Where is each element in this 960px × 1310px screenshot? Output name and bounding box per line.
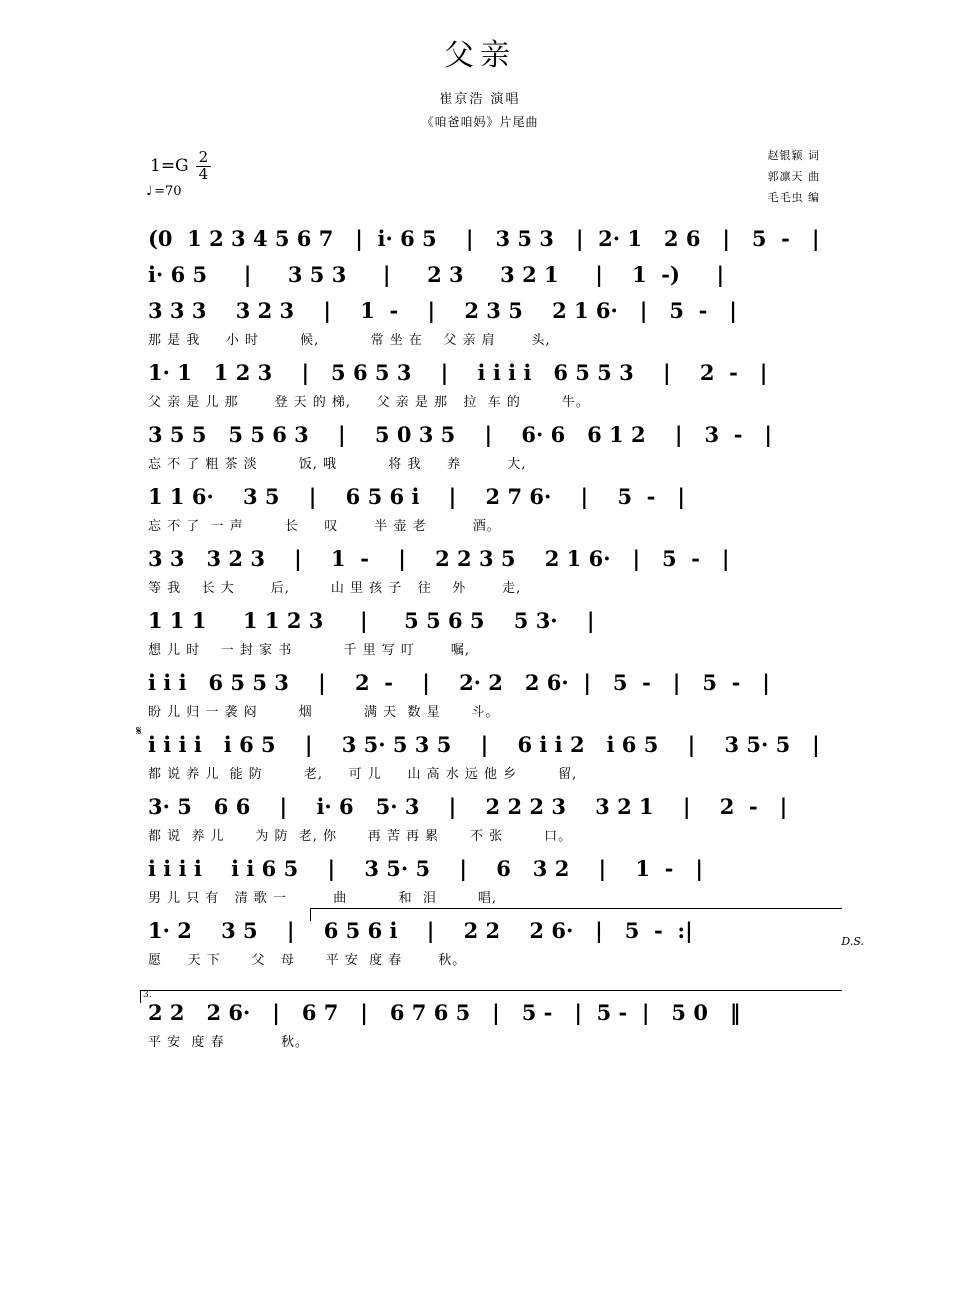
lyrics-row: 忘 不 了 一 声 长 叹 半 壶 老 酒。 xyxy=(148,519,501,534)
lyrics-row: 等 我 长 大 后, 山 里 孩 子 往 外 走, xyxy=(148,581,522,596)
music-line-2 xyxy=(0,258,960,292)
notation-row: i· 6 5 | 3 5 3 | 2 3 3 2 1 | 1 -) | xyxy=(148,262,725,287)
music-line-11 xyxy=(0,790,960,850)
notation-row: 3· 5 6 6 | i· 6 5· 3 | 2 2 2 3 3 2 1 | 2 - | xyxy=(148,794,788,819)
lyrics-row: 盼 儿 归 一 袭 闷 烟 满 天 数 星 斗。 xyxy=(148,705,500,720)
music-line-4 xyxy=(0,356,960,416)
notation-row: 3 3 3 3 2 3 | 1 - | 2 3 5 2 1 6· | 5 - | xyxy=(148,298,737,323)
lyrics-row: 想 儿 时 一 封 家 书 千 里 写 叮 嘱, xyxy=(148,643,470,658)
tempo-marking xyxy=(146,184,182,199)
score-metadata xyxy=(0,146,960,220)
music-line-12 xyxy=(0,852,960,912)
notation-row: 1 1 6· 3 5 | 6 5 6 i | 2 7 6· | 5 - | xyxy=(148,484,685,509)
notation-row: 1· 1 1 2 3 | 5 6 5 3 | i i i i 6 5 5 3 | 2 - | xyxy=(148,360,768,385)
key-signature-text: 1=G xyxy=(150,156,189,177)
lyrics-row: 愿 天 下 父 母 平 安 度 春 秋。 xyxy=(148,953,467,968)
notation-row: 1· 2 3 5 | 6 5 6 i | 2 2 2 6· | 5 - :| xyxy=(148,918,693,943)
notation-row: 2 2 2 6· | 6 7 | 6 7 6 5 | 5 - | 5 - | 5 0 ‖ xyxy=(148,1000,741,1025)
ending-number-label: 3. xyxy=(143,990,152,1000)
credit-lyricist: 赵银颖 词 xyxy=(767,149,820,162)
music-line-14 xyxy=(0,990,960,1056)
performer-line: 崔京浩 演唱 xyxy=(439,92,521,107)
second-ending-bracket xyxy=(140,990,842,1003)
music-line-7 xyxy=(0,542,960,602)
time-signature-denominator: 4 xyxy=(198,164,209,183)
lyrics-row: 男 儿 只 有 清 歌 一 曲 和 泪 唱, xyxy=(148,891,498,906)
music-line-10 xyxy=(0,724,960,788)
credit-arranger: 毛毛虫 编 xyxy=(767,190,820,204)
lyrics-row: 忘 不 了 粗 茶 淡 饭, 哦 将 我 养 大, xyxy=(148,457,527,472)
source-line: 《咱爸咱妈》片尾曲 xyxy=(421,115,539,129)
notation-row: 3 5 5 5 5 6 3 | 5 0 3 5 | 6· 6 6 1 2 | 3 - | xyxy=(148,422,772,447)
music-line-6 xyxy=(0,480,960,540)
page-footer-space xyxy=(0,1058,960,1098)
music-line-1 xyxy=(0,222,960,256)
notation-row: 1 1 1 1 1 2 3 | 5 5 6 5 5 3· | xyxy=(148,608,595,633)
lyrics-row: 父 亲 是 儿 那 登 天 的 梯, 父 亲 是 那 拉 车 的 牛。 xyxy=(148,395,590,410)
lyrics-row: 那 是 我 小 时 候, 常 坐 在 父 亲 肩 头, xyxy=(148,333,551,348)
tempo-note-icon: ♩ xyxy=(146,184,153,199)
segno-icon: 𝄋 xyxy=(136,724,142,739)
music-line-9 xyxy=(0,666,960,726)
lyrics-row: 平 安 度 春 秋。 xyxy=(148,1035,309,1050)
music-line-3 xyxy=(0,294,960,354)
notation-row: 3 3 3 2 3 | 1 - | 2 2 3 5 2 1 6· | 5 - | xyxy=(148,546,730,571)
lyrics-row: 都 说 养 儿 为 防 老, 你 再 苦 再 累 不 张 口。 xyxy=(148,829,573,844)
music-sheet-page xyxy=(0,30,960,1310)
first-ending-bracket xyxy=(310,908,842,921)
time-signature xyxy=(196,150,212,183)
notation-row: i i i 6 5 5 3 | 2 - | 2· 2 2 6· | 5 - | 5 - | xyxy=(148,670,770,695)
notation-row: i i i i i 6 5 | 3 5· 5 3 5 | 6 i i 2 i 6 5 | 3 5· 5 | xyxy=(148,732,820,757)
music-line-5 xyxy=(0,418,960,478)
music-lines xyxy=(0,222,960,1056)
music-line-8 xyxy=(0,604,960,664)
music-line-13 xyxy=(0,914,960,974)
credits-block xyxy=(768,146,821,209)
tempo-value: =70 xyxy=(154,184,182,199)
page-title: 父亲 xyxy=(444,38,516,73)
credit-composer: 郭凛天 曲 xyxy=(767,169,820,183)
key-signature xyxy=(150,150,211,183)
lyrics-row: 都 说 养 儿 能 防 老, 可 儿 山 高 水 远 他 乡 留, xyxy=(148,767,578,782)
notation-row: (0 1 2 3 4 5 6 7 | i· 6 5 | 3 5 3 | 2· 1 2 6 | 5 - | xyxy=(148,226,820,251)
time-signature-numerator: 2 xyxy=(196,150,212,167)
notation-row: i i i i i i 6 5 | 3 5· 5 | 6 3 2 | 1 - | xyxy=(148,856,703,881)
ds-marking: D.S. xyxy=(841,935,864,948)
